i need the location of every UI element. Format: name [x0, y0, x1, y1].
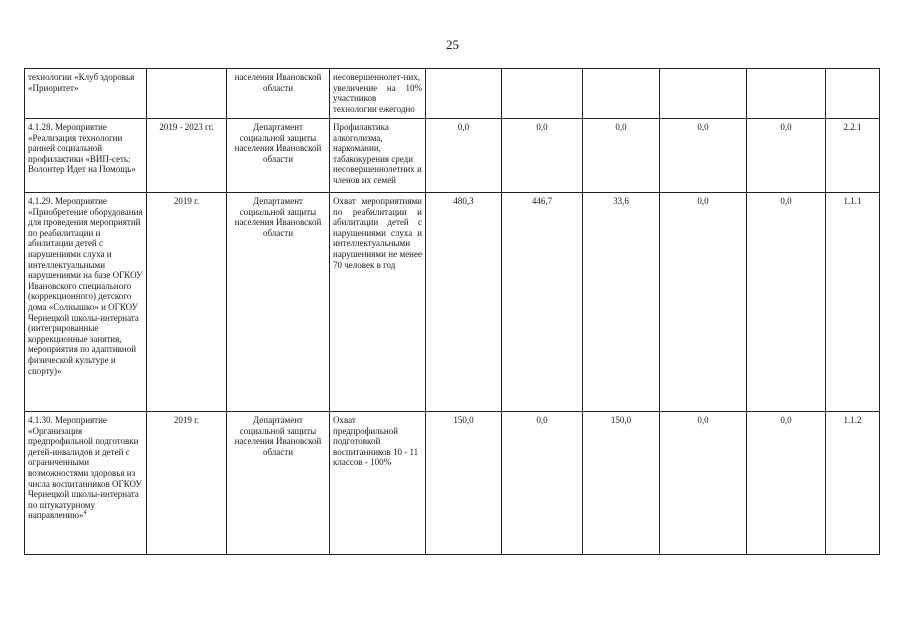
indicator-cell: Профилактика алкоголизма, наркомании, табакокурения среди несовершеннолетних и членов их семей [330, 119, 426, 193]
program-activities-table [24, 68, 880, 555]
value-2-cell: 446,7 [502, 193, 583, 412]
period-cell: 2019 - 2023 гг. [147, 119, 227, 193]
table-row [25, 412, 880, 555]
activity-name-cell: 4.1.28. Мероприятие «Реализация технологии ранней социальной профилактики «ВИП-сеть: Волонтер Идет на Помощь» [25, 119, 147, 193]
page-number: 25 [446, 37, 459, 52]
value-4-cell: 0,0 [660, 119, 747, 193]
executor-cell: Департамент социальной защиты населения Ивановской области [227, 119, 330, 193]
activity-name-cell [25, 412, 147, 555]
period-cell: 2019 г. [147, 193, 227, 412]
value-4-cell [660, 69, 747, 119]
value-total-cell: 480,3 [426, 193, 502, 412]
value-4-cell: 0,0 [660, 193, 747, 412]
code-cell [826, 69, 880, 119]
indicator-cell: несовершеннолет-них, увеличение на 10% участников технологии ежегодно [330, 69, 426, 119]
executor-cell: населения Ивановской области [227, 69, 330, 119]
code-cell: 1.1.2 [826, 412, 880, 555]
activity-name-text: 4.1.30. Мероприятие «Организация предпрофильной подготовки детей-инвалидов и детей с ограниченными возможностями здоровья из числа воспитанников ОГКОУ Чернецкой школы-интерната по штукатурному направлению» [28, 415, 142, 521]
value-total-cell [426, 69, 502, 119]
value-5-cell: 0,0 [747, 193, 826, 412]
value-3-cell: 33,6 [583, 193, 660, 412]
activity-name-cell: технологии «Клуб здоровья «Приоритет» [25, 69, 147, 119]
value-3-cell [583, 69, 660, 119]
value-5-cell [747, 69, 826, 119]
code-cell: 2.2.1 [826, 119, 880, 193]
executor-cell: Департамент социальной защиты населения Ивановской области [227, 412, 330, 555]
executor-cell: Департамент социальной защиты населения Ивановской области [227, 193, 330, 412]
value-3-cell: 150,0 [583, 412, 660, 555]
activity-name-cell: 4.1.29. Мероприятие «Приобретение оборудования для проведения мероприятий по реабилитации и абилитации детей с нарушениями слуха и интеллектуальными нарушениями на базе ОГКОУ Ивановского специального (коррекционного) детского дома «Солнышко» и ОГКОУ Чернецкой школы-интерната (интегрированные коррекционные занятия, мероприятия по адаптивной физической культуре и спорту)» [25, 193, 147, 412]
value-3-cell: 0,0 [583, 119, 660, 193]
value-5-cell: 0,0 [747, 412, 826, 555]
table-row [25, 193, 880, 412]
value-total-cell: 150,0 [426, 412, 502, 555]
indicator-cell: Охват предпрофильной подготовкой воспитанников 10 - 11 классов - 100% [330, 412, 426, 555]
period-cell [147, 69, 227, 119]
value-4-cell: 0,0 [660, 412, 747, 555]
value-2-cell: 0,0 [502, 412, 583, 555]
table-row [25, 69, 880, 119]
table-row [25, 119, 880, 193]
footnote-marker: 4 [83, 510, 87, 517]
value-5-cell: 0,0 [747, 119, 826, 193]
period-cell: 2019 г. [147, 412, 227, 555]
indicator-cell: Охват мероприятиями по реабилитации и абилитации детей с нарушениями слуха и интеллектуальными нарушениями не менее 70 человек в год [330, 193, 426, 412]
value-total-cell: 0,0 [426, 119, 502, 193]
value-2-cell: 0,0 [502, 119, 583, 193]
value-2-cell [502, 69, 583, 119]
code-cell: 1.1.1 [826, 193, 880, 412]
